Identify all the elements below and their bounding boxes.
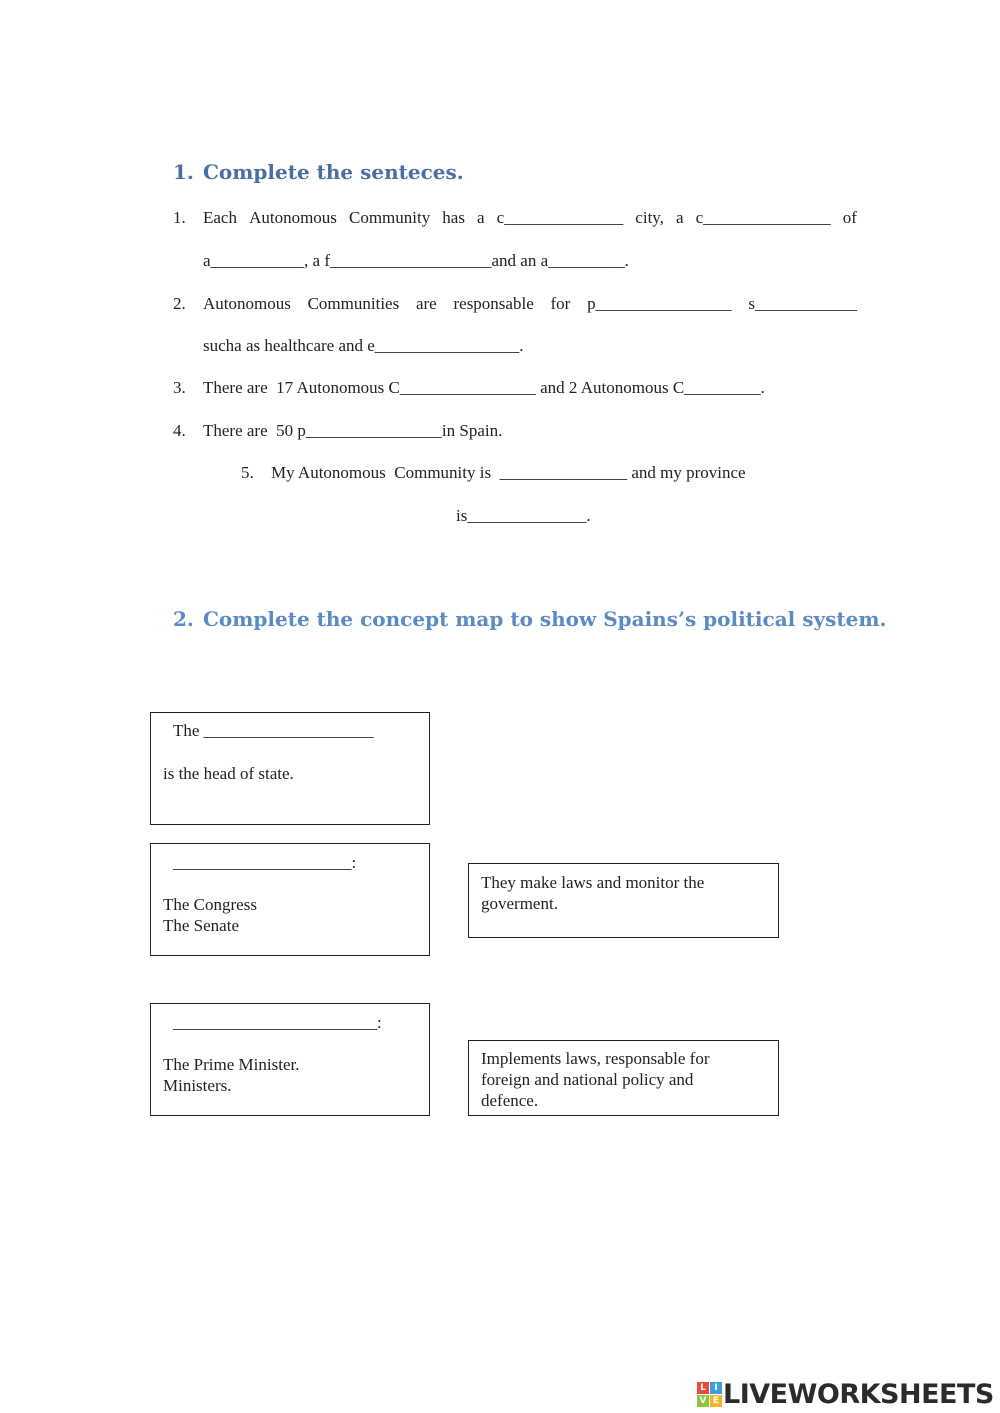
word: of: [842, 208, 857, 227]
item-3-number: 3.: [173, 378, 186, 397]
brand-name: LIVEWORKSHEETS: [723, 1378, 994, 1410]
legislative-description-box: [468, 863, 779, 938]
word: are: [415, 294, 437, 313]
item-1-line2[interactable]: a___________, a f___________________and an a_________.: [203, 251, 629, 270]
blank-field[interactable]: s____________: [748, 294, 857, 313]
description-line: foreign and national policy and: [481, 1070, 694, 1089]
legislative-item: The Senate: [163, 916, 239, 935]
logo-tile: E: [710, 1395, 722, 1407]
logo-tile: L: [697, 1382, 709, 1394]
word: a: [477, 208, 485, 227]
word: Each: [203, 208, 237, 227]
item-5-line2[interactable]: is______________.: [456, 506, 591, 525]
word: city,: [635, 208, 664, 227]
description-line: Implements laws, responsable for: [481, 1049, 710, 1068]
word: Community: [348, 208, 431, 227]
description-line: They make laws and monitor the: [481, 873, 705, 892]
blank-field[interactable]: c_______________: [695, 208, 831, 227]
head-of-state-blank[interactable]: The ____________________: [173, 721, 374, 740]
head-of-state-text: is the head of state.: [163, 764, 294, 783]
item-5-number: 5.: [241, 463, 254, 482]
item-5-line1[interactable]: My Autonomous Community is _______________ and my province: [271, 463, 746, 482]
executive-box: [150, 1003, 430, 1116]
word: responsable: [453, 294, 534, 313]
item-1-line1: [203, 208, 857, 228]
section-2-number: 2.: [173, 607, 194, 631]
word: a: [676, 208, 684, 227]
item-3-line1[interactable]: There are 17 Autonomous C________________ and 2 Autonomous C_________.: [203, 378, 765, 397]
item-4-line1[interactable]: There are 50 p________________in Spain.: [203, 421, 503, 440]
item-2-number: 2.: [173, 294, 186, 313]
description-line: goverment.: [481, 894, 558, 913]
word: Autonomous: [249, 208, 337, 227]
head-of-state-box: [150, 712, 430, 825]
legislative-blank[interactable]: _____________________:: [173, 853, 357, 872]
section-1-title: Complete the senteces.: [203, 160, 464, 184]
item-4-number: 4.: [173, 421, 186, 440]
section-2-title: Complete the concept map to show Spains’s political system.: [203, 607, 887, 631]
item-2-line1: [203, 294, 857, 314]
description-line: defence.: [481, 1091, 539, 1110]
word: Autonomous: [203, 294, 291, 313]
executive-item: Ministers.: [163, 1076, 232, 1095]
liveworksheets-brand[interactable]: [697, 1378, 994, 1410]
blank-field[interactable]: c______________: [496, 208, 624, 227]
logo-tile: I: [710, 1382, 722, 1394]
word: for: [550, 294, 571, 313]
section-1-heading: [173, 160, 464, 184]
legislative-box: [150, 843, 430, 956]
section-1-number: 1.: [173, 160, 194, 184]
word: Communities: [307, 294, 400, 313]
item-2-line2[interactable]: sucha as healthcare and e_________________.: [203, 336, 524, 355]
item-1-number: 1.: [173, 208, 186, 227]
legislative-item: The Congress: [163, 895, 257, 914]
blank-field[interactable]: p________________: [587, 294, 732, 313]
section-2-heading: [173, 607, 886, 631]
executive-description-box: [468, 1040, 779, 1116]
executive-blank[interactable]: ________________________:: [173, 1013, 382, 1032]
logo-tile: V: [697, 1395, 709, 1407]
executive-item: The Prime Minister.: [163, 1055, 300, 1074]
liveworksheets-logo-icon: [697, 1382, 721, 1406]
word: has: [442, 208, 465, 227]
